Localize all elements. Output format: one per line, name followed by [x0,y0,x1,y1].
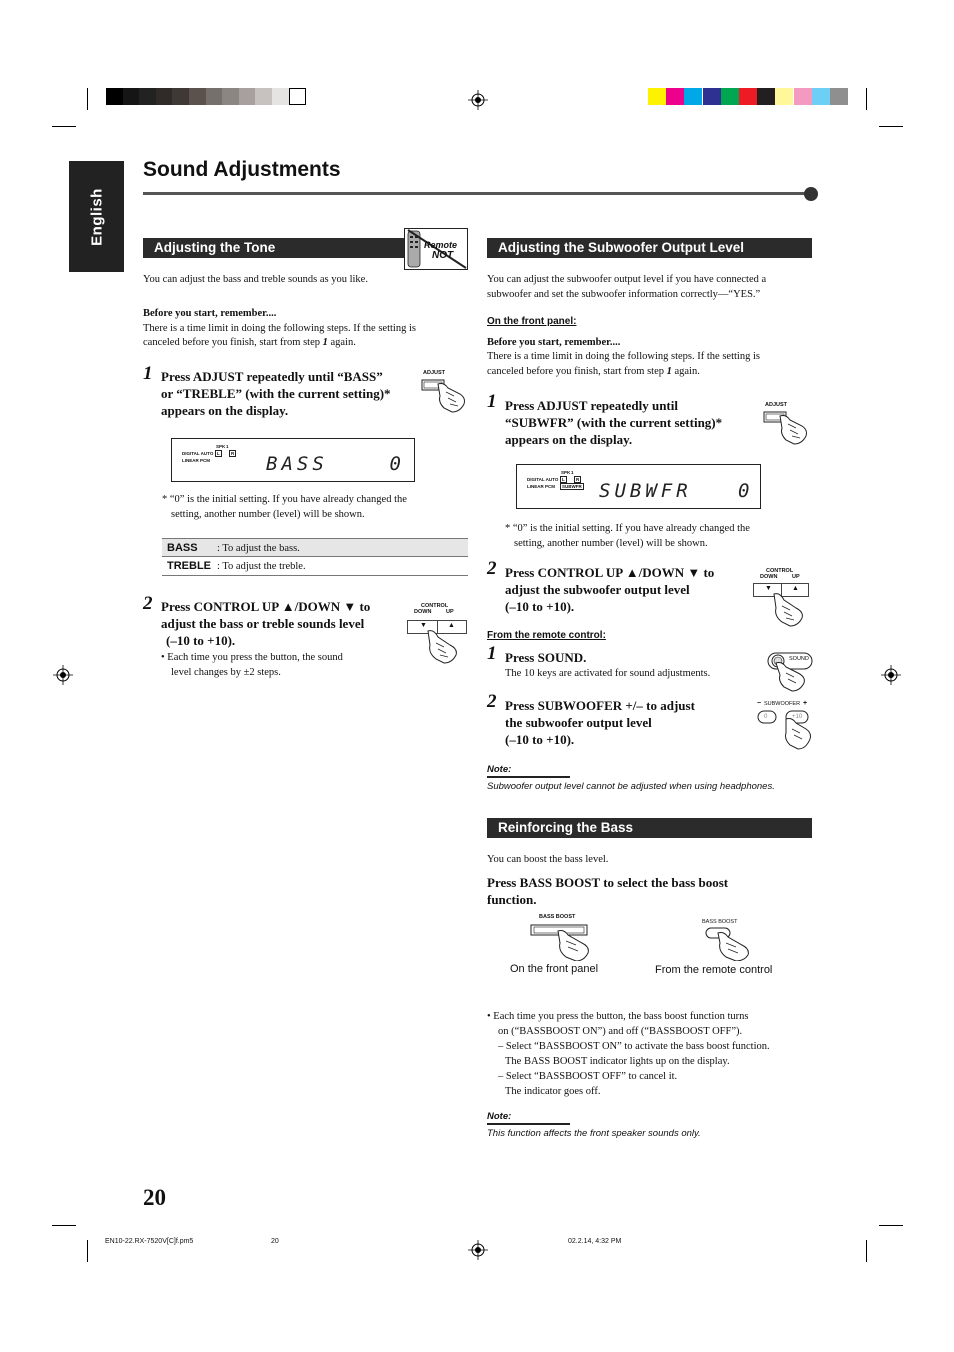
color-swatch [757,88,775,105]
remote-control-heading: From the remote control: [487,630,606,641]
bass-boost-front-illustration: BASS BOOST [528,913,598,959]
crop-mark [87,1240,88,1262]
adjust-button-illustration: ADJUST [420,370,470,415]
bass-boost-remote-illustration: BASS BOOST [700,918,758,960]
pressing-hand-icon [766,590,814,628]
gray-swatch [123,88,140,105]
table-row: BASS : To adjust the bass. [162,538,468,557]
footer-date: 02.2.14, 4:32 PM [568,1238,622,1245]
crop-mark [52,1225,76,1226]
color-swatch [684,88,702,105]
registration-mark-icon [53,665,73,685]
control-button-illustration: CONTROL DOWN UP ▼ ▲ [406,603,468,663]
note-rule [487,776,570,778]
registration-mark-icon [881,665,901,685]
remote-step1-text: Press SOUND. [505,650,587,665]
registration-mark-icon [468,1240,488,1260]
gray-swatch [222,88,239,105]
crop-mark [866,1240,867,1262]
step-number: 2 [487,558,497,579]
gray-swatch [139,88,156,105]
step-number: 2 [487,691,497,712]
title-rule [143,192,808,195]
subwoofer-button-illustration: − SUBWOOFER + 0 +10 [756,700,812,754]
tone-remember-heading: Before you start, remember.... [143,308,277,319]
color-swatch [830,88,848,105]
section-heading-subwoofer: Adjusting the Subwoofer Output Level [487,238,812,258]
subwoofer-footnote: * “0” is the initial setting. If you have already changed the setting, another number (level) will be shown. [505,523,750,549]
tone-display: SPK 1 DIGITAL AUTO LINEAR PCM L R BASS 0 [171,438,415,482]
step-number: 1 [487,391,497,412]
subwoofer-step1-text: Press ADJUST repeatedly until “SUBWFR” (with the current setting)* appears on the display. [505,398,723,447]
adjust-button-illustration: ADJUST [762,402,812,447]
footer-page: 20 [271,1238,279,1245]
color-swatch [703,88,721,105]
note-rule [487,1123,570,1125]
tone-remember-line: There is a time limit in doing the following steps. If the setting is [143,323,416,334]
step-number: 2 [143,593,153,614]
crop-mark [866,88,867,110]
control-buttons: ▼ ▲ [407,620,467,634]
crop-mark [879,1225,903,1226]
pressing-hand-icon [420,627,468,665]
color-swatch [812,88,830,105]
gray-swatch [156,88,173,105]
language-tab: English [69,161,124,272]
front-panel-heading: On the front panel: [487,316,577,327]
bass-instruction: Press BASS BOOST to select the bass boost function. [487,875,729,907]
crop-mark [879,126,903,127]
caption-remote-control: From the remote control [655,964,773,976]
subwoofer-remember-heading: Before you start, remember.... [487,337,621,348]
section-heading-bass: Reinforcing the Bass [487,818,812,838]
subwoofer-step2-text: Press CONTROL UP ▲/DOWN ▼ to adjust the subwoofer output level (–10 to +10). [505,565,715,614]
subwoofer-intro: You can adjust the subwoofer output level if you have connected a subwoofer and set the subwoofer information correctly—“YES.” [487,274,767,300]
color-swatch [739,88,757,105]
section-heading-tone: Adjusting the Tone [143,238,409,258]
step-number: 1 [487,643,497,664]
tone-step2-text: Press CONTROL UP ▲/DOWN ▼ to adjust the bass or treble sounds level (–10 to +10). [161,599,371,648]
control-button-illustration: CONTROL DOWN UP ▼ ▲ [752,568,814,628]
color-swatch [666,88,684,105]
color-swatch [775,88,793,105]
tone-remember-line: canceled before you finish, start from step 1 again. [143,337,356,348]
note-heading: Note: [487,764,512,775]
gray-swatch [255,88,272,105]
note-heading: Note: [487,1111,512,1122]
tone-step1-text: Press ADJUST repeatedly until “BASS” or “TREBLE” (with the current setting)* appears on the display. [161,369,391,418]
color-swatch [794,88,812,105]
remote-not-badge: Remote NOT [404,228,468,270]
pressing-hand-icon [528,921,598,961]
tone-footnote: * “0” is the initial setting. If you have already changed the setting, another number (level) will be shown. [162,494,407,520]
table-row: TREBLE : To adjust the treble. [162,557,468,576]
sound-button-illustration: SOUND [766,651,814,693]
pressing-hand-icon [420,370,470,415]
tone-intro: You can adjust the bass and treble sounds as you like. [143,274,368,285]
subwoofer-remember-line: canceled before you finish, start from step 1 again. [487,366,700,377]
step-number: 1 [143,363,153,384]
gray-swatch [272,88,289,105]
remote-step2-text: Press SUBWOOFER +/– to adjust the subwoofer output level (–10 to +10). [505,698,695,747]
bass-intro: You can boost the bass level. [487,854,609,865]
gray-swatch [106,88,123,105]
remote-step1-sub: The 10 keys are activated for sound adjustments. [505,668,711,679]
color-swatch [721,88,739,105]
footer-file: EN10-22.RX-7520V[C]f.pm5 [105,1238,194,1245]
gray-swatch [239,88,256,105]
subwoofer-note: Subwoofer output level cannot be adjusted when using headphones. [487,781,775,792]
bass-bullets: • Each time you press the button, the bass boost function turns on (“BASSBOOST ON”) and off (“BASSBOOST OFF”). – Select “BASSBOOST ON” to activate the bass boost function. The BASS BOOST indicator lights up on the display. – Select “BASSBOOST OFF” to cancel it. The indicator goes off. [487,1011,770,1097]
gray-swatch [189,88,206,105]
color-swatch [648,88,666,105]
caption-front-panel: On the front panel [510,963,599,975]
control-buttons: ▼ ▲ [753,583,809,597]
pressing-hand-icon [762,402,812,447]
tone-step2-bullet: • Each time you press the button, the sound level changes by ±2 steps. [161,652,343,678]
registration-mark-icon [468,90,488,110]
title-dot [804,187,818,201]
gray-swatch [206,88,223,105]
crop-mark [87,88,88,110]
gray-swatch [289,88,306,105]
pressing-hand-icon [700,925,758,961]
subwoofer-remember-line: There is a time limit in doing the following steps. If the setting is [487,351,760,362]
gray-swatch [172,88,189,105]
page-title: Sound Adjustments [143,158,341,181]
subwoofer-display: SPK 1 DIGITAL AUTO LINEAR PCM L R SUBWFR SUBWFR 0 [516,464,761,509]
crop-mark [52,126,76,127]
bass-note: This function affects the front speaker sounds only. [487,1128,701,1139]
page-number: 20 [143,1185,166,1210]
